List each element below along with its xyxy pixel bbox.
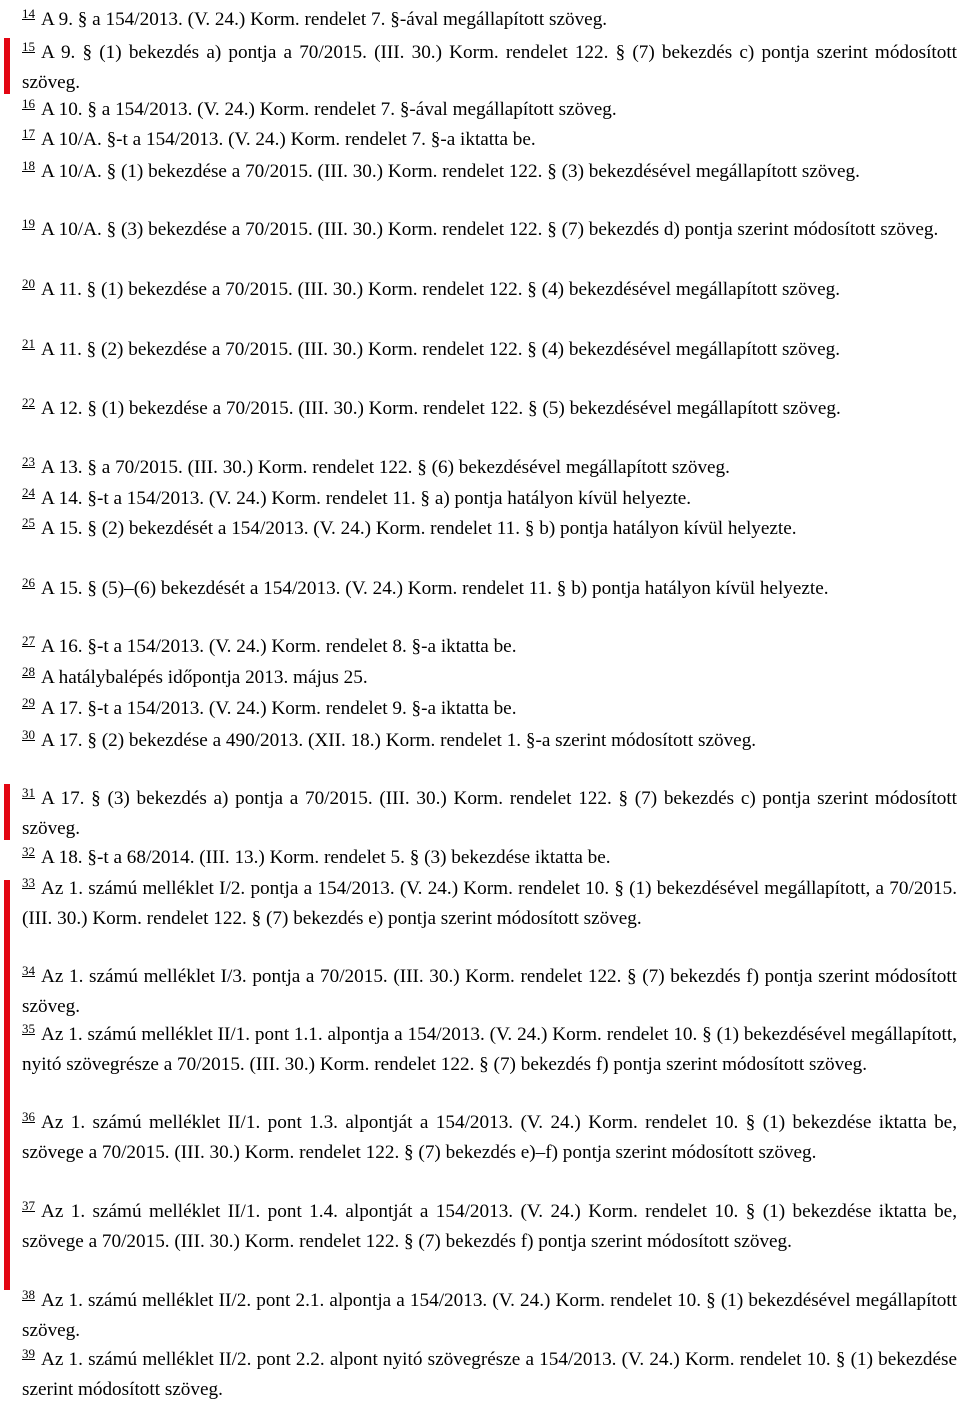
footnote-number-link[interactable]: 27 <box>22 633 35 648</box>
footnote <box>22 663 957 693</box>
footnote <box>22 215 957 245</box>
footnote-number-link[interactable]: 15 <box>22 39 35 54</box>
footnote-text: A 10. § a 154/2013. (V. 24.) Korm. rendelet 7. §-ával megállapított szöveg. <box>41 99 617 120</box>
footnote <box>22 694 957 724</box>
footnote <box>22 962 957 1021</box>
footnote <box>22 157 957 187</box>
footnote-number-link[interactable]: 23 <box>22 454 35 469</box>
footnote-text: A 10/A. § (1) bekezdése a 70/2015. (III. 30.) Korm. rendelet 122. § (3) bekezdésével megállapított szöveg. <box>41 161 860 182</box>
footnote-number-link[interactable]: 29 <box>22 695 35 710</box>
footnote-number-link[interactable]: 30 <box>22 727 35 742</box>
footnote-text: Az 1. számú melléklet I/2. pontja a 154/2013. (V. 24.) Korm. rendelet 10. § (1) bekezdésével megállapított, a 70/2015. (III. 30.) Korm. rendelet 122. § (7) bekezdés e) pontja szerint módosított szöveg. <box>22 878 957 930</box>
footnote <box>22 125 957 155</box>
footnote-number-link[interactable]: 31 <box>22 785 35 800</box>
footnote-text: Az 1. számú melléklet II/2. pont 2.1. alpontja a 154/2013. (V. 24.) Korm. rendelet 10. § (1) bekezdésével megállapított szöveg. <box>22 1290 957 1342</box>
footnote-number-link[interactable]: 20 <box>22 276 35 291</box>
footnote-text: Az 1. számú melléklet II/2. pont 2.2. alpont nyitó szövegrésze a 154/2013. (V. 24.) Korm. rendelet 10. § (1) bekezdése szerint módosított szöveg. <box>22 1349 957 1401</box>
footnote-text: A 15. § (2) bekezdését a 154/2013. (V. 24.) Korm. rendelet 11. § b) pontja hatályon kívül helyezte. <box>41 518 797 539</box>
footnote <box>22 38 957 97</box>
footnote <box>22 1197 957 1256</box>
footnote <box>22 1345 957 1404</box>
footnote-text: Az 1. számú melléklet II/1. pont 1.1. alpontja a 154/2013. (V. 24.) Korm. rendelet 10. § (1) bekezdésével megállapított, nyitó szövegrésze a 70/2015. (III. 30.) Korm. rendelet 122. § (7) bekezdés f) pontja szerint módosított szöveg. <box>22 1024 957 1076</box>
footnote <box>22 843 957 873</box>
footnote <box>22 1286 957 1345</box>
footnote <box>22 95 957 125</box>
footnote <box>22 514 957 544</box>
footnote <box>22 1020 957 1079</box>
footnote-text: A 16. §-t a 154/2013. (V. 24.) Korm. rendelet 8. §-a iktatta be. <box>41 636 517 657</box>
footnote <box>22 5 957 35</box>
change-marker-bar <box>4 784 10 840</box>
footnote-text: A 17. § (3) bekezdés a) pontja a 70/2015. (III. 30.) Korm. rendelet 122. § (7) bekezdés c) pontja szerint módosított szöveg. <box>22 788 957 840</box>
footnote-text: A 15. § (5)–(6) bekezdését a 154/2013. (V. 24.) Korm. rendelet 11. § b) pontja hatályon kívül helyezte. <box>41 578 829 599</box>
footnote-text: A 12. § (1) bekezdése a 70/2015. (III. 30.) Korm. rendelet 122. § (5) bekezdésével megállapított szöveg. <box>41 398 841 419</box>
footnote <box>22 335 957 365</box>
footnote-number-link[interactable]: 26 <box>22 575 35 590</box>
footnote-number-link[interactable]: 16 <box>22 96 35 111</box>
change-marker-bar <box>4 880 10 1290</box>
footnote-number-link[interactable]: 34 <box>22 963 35 978</box>
footnote <box>22 784 957 843</box>
footnote <box>22 1108 957 1167</box>
footnote <box>22 874 957 933</box>
footnote-number-link[interactable]: 25 <box>22 515 35 530</box>
footnote-number-link[interactable]: 37 <box>22 1198 35 1213</box>
footnote-text: A 17. § (2) bekezdése a 490/2013. (XII. 18.) Korm. rendelet 1. §-a szerint módosított szöveg. <box>41 730 757 751</box>
footnote-text: A 11. § (2) bekezdése a 70/2015. (III. 30.) Korm. rendelet 122. § (4) bekezdésével megállapított szöveg. <box>41 339 841 360</box>
change-marker-bar <box>4 38 10 94</box>
footnote-text: Az 1. számú melléklet I/3. pontja a 70/2015. (III. 30.) Korm. rendelet 122. § (7) bekezdés f) pontja szerint módosított szöveg. <box>22 966 957 1018</box>
footnote-number-link[interactable]: 18 <box>22 158 35 173</box>
footnote-number-link[interactable]: 36 <box>22 1109 35 1124</box>
footnote-text: A 13. § a 70/2015. (III. 30.) Korm. rendelet 122. § (6) bekezdésével megállapított szöveg. <box>41 457 730 478</box>
footnote-text: A 17. §-t a 154/2013. (V. 24.) Korm. rendelet 9. §-a iktatta be. <box>41 698 517 719</box>
footnote-text: A 9. § (1) bekezdés a) pontja a 70/2015. (III. 30.) Korm. rendelet 122. § (7) bekezdés c) pontja szerint módosított szöveg. <box>22 42 957 94</box>
footnote-number-link[interactable]: 35 <box>22 1021 35 1036</box>
footnote-text: A 10/A. § (3) bekezdése a 70/2015. (III. 30.) Korm. rendelet 122. § (7) bekezdés d) pontja szerint módosított szöveg. <box>41 219 939 240</box>
footnote-number-link[interactable]: 39 <box>22 1346 35 1361</box>
footnote <box>22 574 957 604</box>
footnote-number-link[interactable]: 28 <box>22 664 35 679</box>
footnote <box>22 275 957 305</box>
footnote <box>22 632 957 662</box>
footnote-text: A 18. §-t a 68/2014. (III. 13.) Korm. rendelet 5. § (3) bekezdése iktatta be. <box>41 847 611 868</box>
footnote-number-link[interactable]: 38 <box>22 1287 35 1302</box>
footnote-number-link[interactable]: 14 <box>22 6 35 21</box>
footnote <box>22 484 957 514</box>
footnote-number-link[interactable]: 32 <box>22 844 35 859</box>
footnote-number-link[interactable]: 33 <box>22 875 35 890</box>
footnote <box>22 726 957 756</box>
footnote-text: A hatálybalépés időpontja 2013. május 25. <box>41 667 368 688</box>
footnote-text: A 14. §-t a 154/2013. (V. 24.) Korm. rendelet 11. § a) pontja hatályon kívül helyezte. <box>41 488 692 509</box>
footnote-text: A 9. § a 154/2013. (V. 24.) Korm. rendelet 7. §-ával megállapított szöveg. <box>41 9 608 30</box>
footnote <box>22 453 957 483</box>
footnote-number-link[interactable]: 22 <box>22 395 35 410</box>
footnote <box>22 394 957 424</box>
footnote-text: A 10/A. §-t a 154/2013. (V. 24.) Korm. rendelet 7. §-a iktatta be. <box>41 129 536 150</box>
footnote-number-link[interactable]: 21 <box>22 336 35 351</box>
footnote-number-link[interactable]: 24 <box>22 485 35 500</box>
footnote-text: A 11. § (1) bekezdése a 70/2015. (III. 30.) Korm. rendelet 122. § (4) bekezdésével megállapított szöveg. <box>41 279 841 300</box>
footnote-text: Az 1. számú melléklet II/1. pont 1.4. alpontját a 154/2013. (V. 24.) Korm. rendelet 10. § (1) bekezdése iktatta be, szövege a 70/2015. (III. 30.) Korm. rendelet 122. § (7) bekezdés f) pontja szerint módosított szöveg. <box>22 1201 957 1253</box>
footnote-number-link[interactable]: 17 <box>22 126 35 141</box>
footnote-number-link[interactable]: 19 <box>22 216 35 231</box>
footnote-text: Az 1. számú melléklet II/1. pont 1.3. alpontját a 154/2013. (V. 24.) Korm. rendelet 10. § (1) bekezdése iktatta be, szövege a 70/2015. (III. 30.) Korm. rendelet 122. § (7) bekezdés e)–f) pontja szerint módosított szöveg. <box>22 1112 957 1164</box>
